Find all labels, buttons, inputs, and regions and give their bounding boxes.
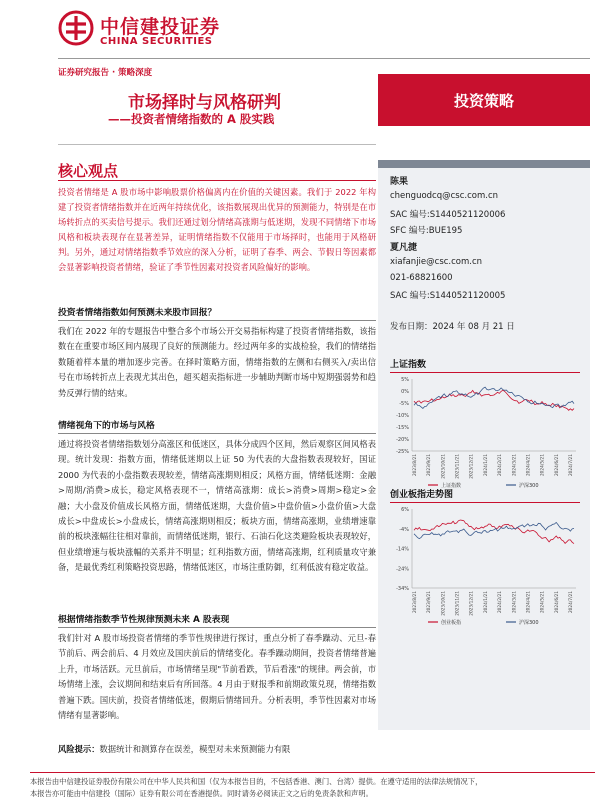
author-email[interactable]: xiafanjie@csc.com.cn xyxy=(390,257,483,267)
logo-mark-icon xyxy=(58,10,94,46)
section-body: 我们在 2022 年的专题报告中整合多个市场公开交易指标构建了投资者情绪指数，该指数在在重要市场区间内展现了良好的预测能力。经过两年多的实战检验，我们的情绪指数随着样本量的增加逐步完善。在择时策略方面，情绪指数的左侧和右侧买入/卖出信号在市场转折点上表现尤其出色，超买超卖指标进一步辅助判断市场中短期强弱势和趋势反弹行情的结束。 xyxy=(58,326,376,398)
report-type: 证券研究报告 · 策略深度 xyxy=(58,68,153,78)
author-sac: SAC 编号:S1440521120006 xyxy=(390,210,506,220)
x-tick-label: 2024/2/21 xyxy=(498,454,504,477)
chart-title: 创业板指走势图 xyxy=(390,487,580,503)
brand-en-name: CHINA SECURITIES xyxy=(100,36,213,47)
legend-label: 沪深300 xyxy=(519,620,539,626)
x-tick-label: 2024/6/21 xyxy=(554,591,560,614)
legend-label: 沪深300 xyxy=(519,483,539,489)
x-tick-label: 2023/9/21 xyxy=(427,454,433,477)
x-tick-label: 2024/3/21 xyxy=(512,454,518,477)
y-tick-label: -20% xyxy=(396,437,409,443)
y-tick-label: -25% xyxy=(396,449,409,455)
x-tick-label: 2023/11/21 xyxy=(455,591,461,616)
category-banner xyxy=(378,74,590,126)
x-tick-label: 2023/8/21 xyxy=(413,591,418,614)
series-line xyxy=(414,520,574,544)
chart-chinext-plot xyxy=(390,503,580,628)
section-style xyxy=(58,418,376,576)
x-tick-label: 2023/10/21 xyxy=(441,591,447,616)
footer-line-1: 本报告由中信建投证券股份有限公司在中华人民共和国（仅为本报告目的，不包括香港、澳门、台湾）提供。在遵守适用的法律法规情况下， xyxy=(30,777,483,786)
x-tick-label: 2023/8/21 xyxy=(413,454,418,477)
chart-title: 上证指数 xyxy=(390,357,580,373)
author-sac: SAC 编号:S1440521120005 xyxy=(390,291,506,301)
publish-label: 发布日期： xyxy=(390,322,433,332)
title-divider xyxy=(58,144,376,145)
author-name: 夏凡捷 xyxy=(390,243,418,253)
category-label: 投资策略 xyxy=(453,92,514,110)
y-tick-label: -15% xyxy=(396,425,409,431)
footer-disclaimer xyxy=(30,776,595,800)
y-tick-label: -4% xyxy=(399,526,409,533)
x-tick-label: 2023/11/21 xyxy=(455,454,461,479)
x-tick-label: 2023/12/21 xyxy=(469,591,475,616)
author-phone: 021-68821600 xyxy=(390,273,453,283)
legend-label: 上证指数 xyxy=(441,483,462,489)
publish-value: 2024 年 08 月 21 日 xyxy=(432,322,515,332)
x-tick-label: 2024/1/21 xyxy=(483,591,489,614)
section-prediction xyxy=(58,305,376,401)
x-tick-label: 2023/12/21 xyxy=(469,454,475,479)
risk-warning xyxy=(58,743,376,755)
x-tick-label: 2023/9/21 xyxy=(427,591,433,614)
x-tick-label: 2024/6/21 xyxy=(554,454,560,477)
core-heading: 核心观点 xyxy=(58,162,119,180)
x-tick-label: 2024/4/21 xyxy=(526,591,532,614)
risk-text: 数据统计和测算存在误差，模型对未来预测能力有限 xyxy=(99,744,291,754)
x-tick-label: 2024/5/21 xyxy=(540,591,546,614)
section-heading: 情绪视角下的市场与风格 xyxy=(58,418,376,434)
section-body: 通过将投资者情绪指数划分高涨区和低迷区，具体分成四个区间，然后观察区间风格表现。统计发现：指数方面，情绪低迷期以上证 50 为代表的大盘指数表现较好，国证 2000 为代表的小盘指数表现较差，情绪高涨期则相反；风格方面，情绪低迷期：金融>周期/消费>成长，稳定风格表现不一，情绪高涨期：成长>消费>周期>稳定>金融；大小盘及价值成长风格方面，情绪低迷期，大盘价值>中盘价值>小盘价值>大盘成长>中盘成长>小盘成长，情绪高涨期则相反；板块方面，情绪高涨期，业绩增速靠前的板块涨幅往往相对靠前，而情绪低迷期，银行、石油石化这类避险板块表现较好，但业绩增速与板块涨幅的关系并不明显；红利指数方面，情绪高涨期，红利质量攻守兼备，是最优秀红利策略投资思路，情绪低迷区，市场注重防御，红利低波有稳定收益。 xyxy=(58,439,376,573)
y-tick-label: 6% xyxy=(401,507,409,513)
core-text: 投资者情绪是 A 股市场中影响股票价格偏离内在价值的关键因素。我们于 2022 年构建了投资者情绪指数并在近两年持续优化，该指数展现出优异的预测能力，特别是在市场转折点的买卖信号提示。我们还通过划分情绪高涨期与低迷期，发现不同情绪下市场风格和板块表现存在显著差异，证明情绪指数不仅能用于市场择时，也能用于风格研判。另外，通过对情绪指数季节效应的深入分析，证明了春季、两会、节假日等因素都会显著影响投资者情绪，验证了季节性因素对投资者风险偏好的影响。 xyxy=(58,187,376,272)
x-tick-label: 2023/10/21 xyxy=(441,454,447,479)
y-tick-label: 0% xyxy=(401,389,409,395)
section-body: 我们针对 A 股市场投资者情绪的季节性规律进行探讨，重点分析了春季躁动、元旦-春节前后、两会前后、4 月效应及国庆前后的情绪变化。春季躁动期间，投资者情绪普遍上升，市场活跃。元旦前后，市场情绪呈现"节前看跌，节后看涨"的规律。两会前，市场情绪上涨，会议期间和结束后有所回落。4 月由于财报季和前期政策兑现，情绪指数普遍下跌。国庆前，投资者情绪低迷，假期后情绪回升。分析表明，季节性因素对市场情绪有显著影响。 xyxy=(58,633,376,721)
publish-date xyxy=(390,320,515,332)
company-logo xyxy=(58,10,221,52)
section-heading: 根据情绪指数季节性规律预测未来 A 股表现 xyxy=(58,612,376,628)
report-title: 市场择时与风格研判 xyxy=(128,93,281,113)
footer-line-2: 本报告亦可能由中信建投（国际）证券有限公司在香港提供。同时请务必阅读正文之后的免责条款和声明。 xyxy=(30,789,373,798)
author-sfc: SFC 编号:BUE195 xyxy=(390,226,463,236)
x-tick-label: 2024/2/21 xyxy=(498,591,504,614)
y-tick-label: -24% xyxy=(396,566,409,573)
y-tick-label: -14% xyxy=(396,546,409,553)
chart-sse xyxy=(390,357,580,495)
report-subtitle: ——投资者情绪指数的 A 股实践 xyxy=(108,112,275,126)
section-seasonality xyxy=(58,612,376,723)
series-line xyxy=(414,390,574,410)
x-tick-label: 2024/5/21 xyxy=(540,454,546,477)
sidebar-top-bar xyxy=(378,160,590,168)
brand-cn-name: 中信建投证券 xyxy=(100,16,221,38)
author-email[interactable]: chenguodcq@csc.com.cn xyxy=(390,191,499,201)
x-tick-label: 2024/7/21 xyxy=(569,591,574,614)
chart-chinext xyxy=(390,487,580,632)
y-tick-label: -5% xyxy=(399,401,409,407)
chart-sse-plot xyxy=(390,373,580,491)
y-tick-label: 5% xyxy=(401,377,409,383)
sidebar xyxy=(378,160,590,730)
risk-label: 风险提示： xyxy=(58,744,100,754)
x-tick-label: 2024/7/21 xyxy=(569,454,574,477)
legend-label: 创业板指 xyxy=(441,620,462,626)
section-heading: 投资者情绪指数如何预测未来股市回报？ xyxy=(58,305,376,321)
footer-rule xyxy=(30,772,595,773)
x-tick-label: 2024/3/21 xyxy=(512,591,518,614)
core-heading-rule xyxy=(58,180,376,181)
header-divider xyxy=(58,58,590,59)
y-tick-label: -34% xyxy=(396,586,409,592)
y-tick-label: -10% xyxy=(396,413,409,419)
series-line xyxy=(414,522,574,538)
author-name: 陈果 xyxy=(390,177,409,187)
x-tick-label: 2024/4/21 xyxy=(526,454,532,477)
x-tick-label: 2024/1/21 xyxy=(483,454,489,477)
